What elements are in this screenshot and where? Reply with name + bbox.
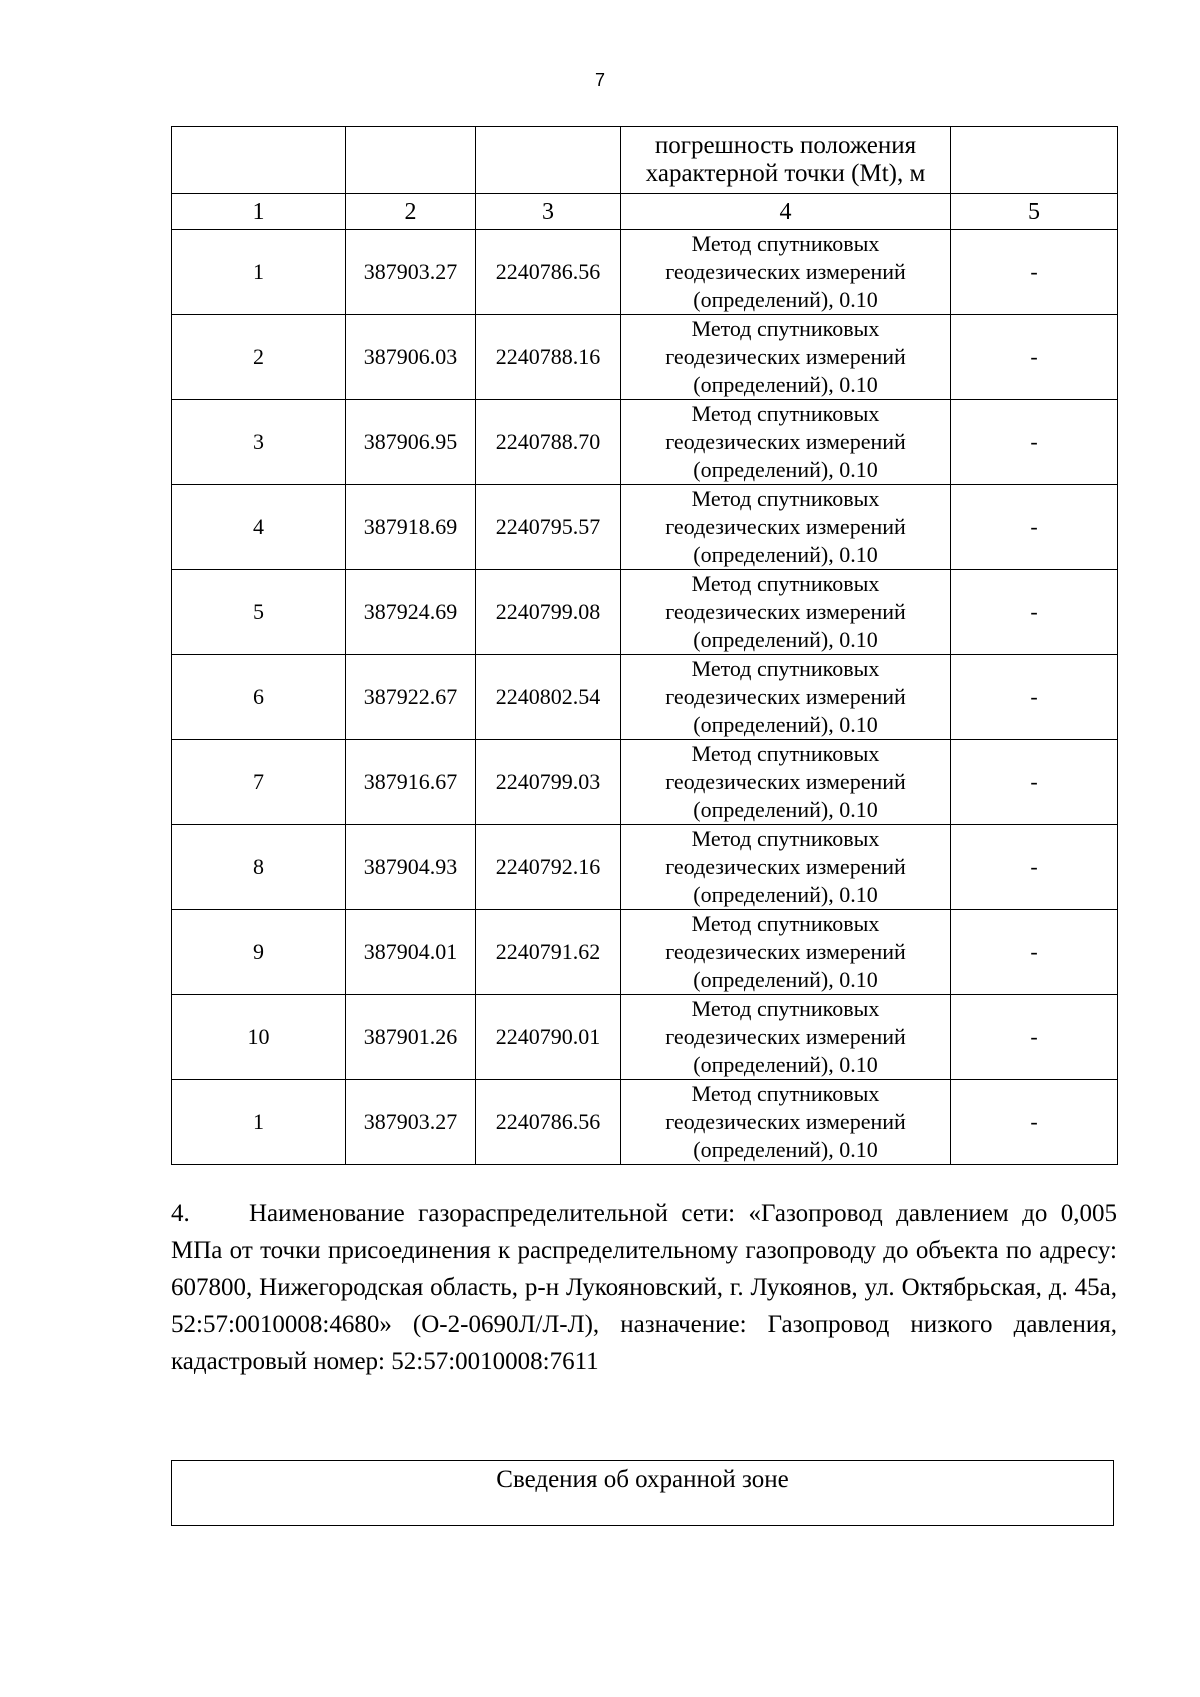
- column-number: 1: [172, 194, 346, 230]
- note-cell: -: [951, 400, 1118, 485]
- table-row: [172, 910, 1118, 995]
- section-paragraph: [171, 1195, 1117, 1380]
- point-number-cell: 8: [172, 825, 346, 910]
- table-row: [172, 230, 1118, 315]
- method-cell: Метод спутниковых геодезических измерений (определений), 0.10: [621, 995, 951, 1080]
- table-row: [172, 570, 1118, 655]
- note-cell: -: [951, 910, 1118, 995]
- note-cell: -: [951, 485, 1118, 570]
- coordinates-table: [171, 126, 1118, 1165]
- method-cell: Метод спутниковых геодезических измерений (определений), 0.10: [621, 400, 951, 485]
- x-coordinate-cell: 387916.67: [346, 740, 476, 825]
- note-cell: -: [951, 570, 1118, 655]
- protection-zone-box: [171, 1460, 1114, 1526]
- section-number: 4.: [171, 1200, 190, 1227]
- method-cell: Метод спутниковых геодезических измерений (определений), 0.10: [621, 315, 951, 400]
- table-row: [172, 995, 1118, 1080]
- y-coordinate-cell: 2240788.70: [476, 400, 621, 485]
- x-coordinate-cell: 387904.01: [346, 910, 476, 995]
- note-cell: -: [951, 230, 1118, 315]
- note-cell: -: [951, 825, 1118, 910]
- method-cell: Метод спутниковых геодезических измерений (определений), 0.10: [621, 910, 951, 995]
- header-cell-5: [951, 127, 1118, 194]
- point-number-cell: 9: [172, 910, 346, 995]
- note-cell: -: [951, 740, 1118, 825]
- column-number-row: [172, 194, 1118, 230]
- x-coordinate-cell: 387924.69: [346, 570, 476, 655]
- table-row: [172, 315, 1118, 400]
- column-number: 2: [346, 194, 476, 230]
- method-cell: Метод спутниковых геодезических измерений (определений), 0.10: [621, 485, 951, 570]
- y-coordinate-cell: 2240786.56: [476, 1080, 621, 1165]
- table-row: [172, 400, 1118, 485]
- y-coordinate-cell: 2240786.56: [476, 230, 621, 315]
- column-number: 3: [476, 194, 621, 230]
- y-coordinate-cell: 2240799.08: [476, 570, 621, 655]
- y-coordinate-cell: 2240790.01: [476, 995, 621, 1080]
- column-number: 5: [951, 194, 1118, 230]
- method-cell: Метод спутниковых геодезических измерений (определений), 0.10: [621, 740, 951, 825]
- note-cell: -: [951, 315, 1118, 400]
- table-row: [172, 485, 1118, 570]
- header-cell-3: [476, 127, 621, 194]
- method-cell: Метод спутниковых геодезических измерений (определений), 0.10: [621, 655, 951, 740]
- y-coordinate-cell: 2240795.57: [476, 485, 621, 570]
- header-cell-accuracy: погрешность положения характерной точки (Mt), м: [621, 127, 951, 194]
- method-cell: Метод спутниковых геодезических измерений (определений), 0.10: [621, 825, 951, 910]
- table-row: [172, 740, 1118, 825]
- note-cell: -: [951, 655, 1118, 740]
- x-coordinate-cell: 387903.27: [346, 1080, 476, 1165]
- y-coordinate-cell: 2240792.16: [476, 825, 621, 910]
- column-number: 4: [621, 194, 951, 230]
- protection-zone-title: Сведения об охранной зоне: [496, 1466, 789, 1493]
- table-row: [172, 655, 1118, 740]
- section-text: Наименование газораспределительной сети: «Газопровод давлением до 0,005 МПа от точки присоединения к распределительному газопроводу до объекта по адресу: 607800, Нижегородская область, р-н Лукояновский, г. Лукоянов, ул. Октябрьская, д. 45а, 52:57:0010008:4680» (О-2-0690Л/Л-Л), назначение: Газопровод низкого давления, кадастровый номер: 52:57:0010008:7611: [171, 1200, 1117, 1375]
- point-number-cell: 7: [172, 740, 346, 825]
- point-number-cell: 6: [172, 655, 346, 740]
- y-coordinate-cell: 2240791.62: [476, 910, 621, 995]
- header-cell-1: [172, 127, 346, 194]
- x-coordinate-cell: 387906.03: [346, 315, 476, 400]
- method-cell: Метод спутниковых геодезических измерений (определений), 0.10: [621, 1080, 951, 1165]
- point-number-cell: 1: [172, 1080, 346, 1165]
- page-number: 7: [594, 70, 605, 90]
- method-cell: Метод спутниковых геодезических измерений (определений), 0.10: [621, 570, 951, 655]
- point-number-cell: 10: [172, 995, 346, 1080]
- table-row: [172, 1080, 1118, 1165]
- point-number-cell: 1: [172, 230, 346, 315]
- y-coordinate-cell: 2240799.03: [476, 740, 621, 825]
- x-coordinate-cell: 387904.93: [346, 825, 476, 910]
- point-number-cell: 4: [172, 485, 346, 570]
- note-cell: -: [951, 1080, 1118, 1165]
- y-coordinate-cell: 2240802.54: [476, 655, 621, 740]
- point-number-cell: 2: [172, 315, 346, 400]
- y-coordinate-cell: 2240788.16: [476, 315, 621, 400]
- x-coordinate-cell: 387922.67: [346, 655, 476, 740]
- point-number-cell: 3: [172, 400, 346, 485]
- note-cell: -: [951, 995, 1118, 1080]
- x-coordinate-cell: 387901.26: [346, 995, 476, 1080]
- x-coordinate-cell: 387903.27: [346, 230, 476, 315]
- header-cell-2: [346, 127, 476, 194]
- table-row: [172, 825, 1118, 910]
- point-number-cell: 5: [172, 570, 346, 655]
- header-row: [172, 127, 1118, 194]
- method-cell: Метод спутниковых геодезических измерений (определений), 0.10: [621, 230, 951, 315]
- x-coordinate-cell: 387906.95: [346, 400, 476, 485]
- x-coordinate-cell: 387918.69: [346, 485, 476, 570]
